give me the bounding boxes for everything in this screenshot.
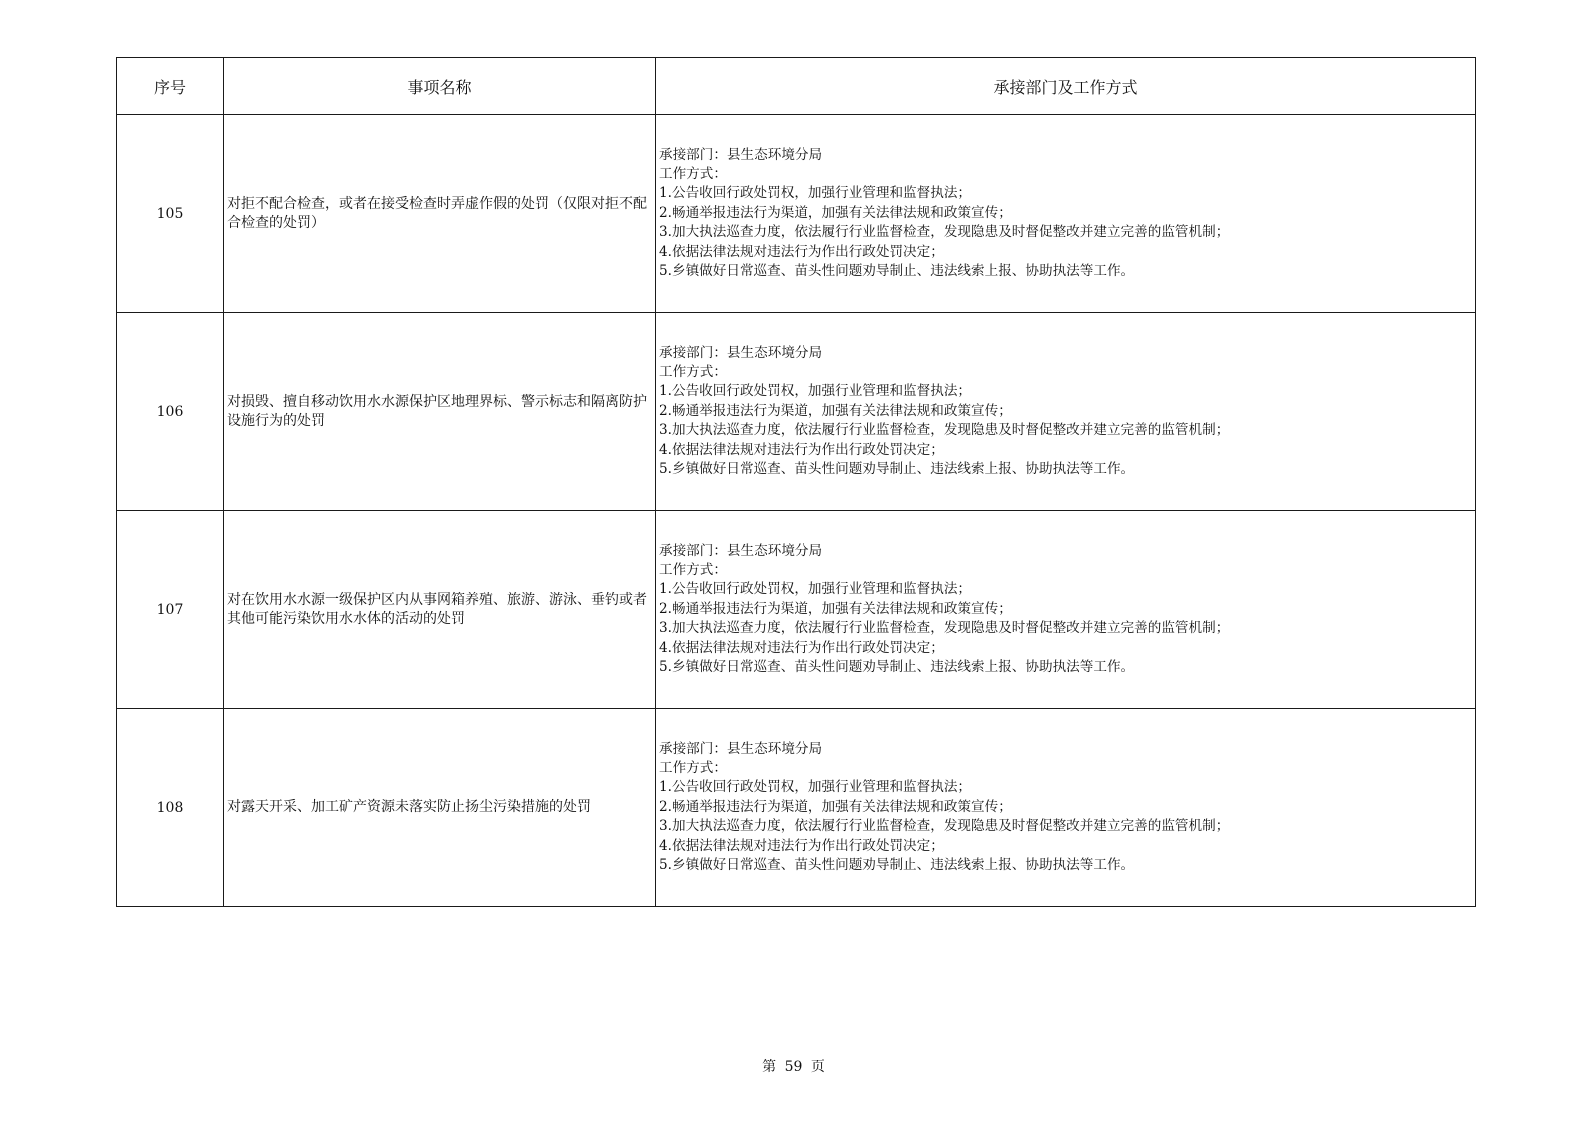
- header-method: 承接部门及工作方式: [656, 58, 1476, 115]
- method-step: 1.公告收回行政处罚权，加强行业管理和监督执法；: [659, 383, 972, 400]
- row-seq: 105: [117, 115, 224, 313]
- method-step: 3.加大执法巡查力度，依法履行行业监督检查，发现隐患及时督促整改并建立完善的监管机制；: [659, 422, 1230, 439]
- method-step: 5.乡镇做好日常巡查、苗头性问题劝导制止、违法线索上报、协助执法等工作。: [659, 461, 1135, 478]
- method-heading: 工作方式：: [659, 165, 727, 182]
- method-step: 4.依据法律法规对违法行为作出行政处罚决定；: [659, 243, 944, 260]
- row-method: [656, 709, 1476, 907]
- method-step: 4.依据法律法规对违法行为作出行政处罚决定；: [659, 837, 944, 854]
- method-heading: 工作方式：: [659, 561, 727, 578]
- header-name: 事项名称: [224, 58, 656, 115]
- row-item-name: 对损毁、擅自移动饮用水水源保护区地理界标、警示标志和隔离防护设施行为的处罚: [224, 313, 656, 511]
- method-step: 3.加大执法巡查力度，依法履行行业监督检查，发现隐患及时督促整改并建立完善的监管机制；: [659, 224, 1230, 241]
- method-department: 承接部门：县生态环境分局: [659, 344, 823, 361]
- table-row: [117, 709, 1476, 907]
- row-seq: 108: [117, 709, 224, 907]
- row-item-name: 对露天开采、加工矿产资源未落实防止扬尘污染措施的处罚: [224, 709, 656, 907]
- row-seq: 106: [117, 313, 224, 511]
- method-step: 5.乡镇做好日常巡查、苗头性问题劝导制止、违法线索上报、协助执法等工作。: [659, 857, 1135, 874]
- table-row: [117, 511, 1476, 709]
- method-department: 承接部门：县生态环境分局: [659, 146, 823, 163]
- method-step: 2.畅通举报违法行为渠道，加强有关法律法规和政策宣传；: [659, 798, 1012, 815]
- row-method: [656, 313, 1476, 511]
- method-step: 1.公告收回行政处罚权，加强行业管理和监督执法；: [659, 779, 972, 796]
- row-method: [656, 511, 1476, 709]
- method-step: 3.加大执法巡查力度，依法履行行业监督检查，发现隐患及时督促整改并建立完善的监管机制；: [659, 818, 1230, 835]
- method-step: 2.畅通举报违法行为渠道，加强有关法律法规和政策宣传；: [659, 204, 1012, 221]
- method-department: 承接部门：县生态环境分局: [659, 740, 823, 757]
- method-step: 5.乡镇做好日常巡查、苗头性问题劝导制止、违法线索上报、协助执法等工作。: [659, 659, 1135, 676]
- method-step: 3.加大执法巡查力度，依法履行行业监督检查，发现隐患及时督促整改并建立完善的监管机制；: [659, 620, 1230, 637]
- method-heading: 工作方式：: [659, 363, 727, 380]
- method-step: 1.公告收回行政处罚权，加强行业管理和监督执法；: [659, 581, 972, 598]
- table-row: [117, 115, 1476, 313]
- row-method: [656, 115, 1476, 313]
- method-step: 4.依据法律法规对违法行为作出行政处罚决定；: [659, 639, 944, 656]
- method-step: 4.依据法律法规对违法行为作出行政处罚决定；: [659, 441, 944, 458]
- method-step: 2.畅通举报违法行为渠道，加强有关法律法规和政策宣传；: [659, 600, 1012, 617]
- method-step: 1.公告收回行政处罚权，加强行业管理和监督执法；: [659, 185, 972, 202]
- row-item-name: 对在饮用水水源一级保护区内从事网箱养殖、旅游、游泳、垂钓或者其他可能污染饮用水水体的活动的处罚: [224, 511, 656, 709]
- table-header-row: [117, 58, 1476, 115]
- method-step: 2.畅通举报违法行为渠道，加强有关法律法规和政策宣传；: [659, 402, 1012, 419]
- row-item-name: 对拒不配合检查，或者在接受检查时弄虚作假的处罚（仅限对拒不配合检查的处罚）: [224, 115, 656, 313]
- items-table: [116, 57, 1476, 907]
- method-step: 5.乡镇做好日常巡查、苗头性问题劝导制止、违法线索上报、协助执法等工作。: [659, 263, 1135, 280]
- method-heading: 工作方式：: [659, 759, 727, 776]
- table-row: [117, 313, 1476, 511]
- header-seq: 序号: [117, 58, 224, 115]
- row-seq: 107: [117, 511, 224, 709]
- page-number: 第 59 页: [762, 1059, 825, 1075]
- method-department: 承接部门：县生态环境分局: [659, 542, 823, 559]
